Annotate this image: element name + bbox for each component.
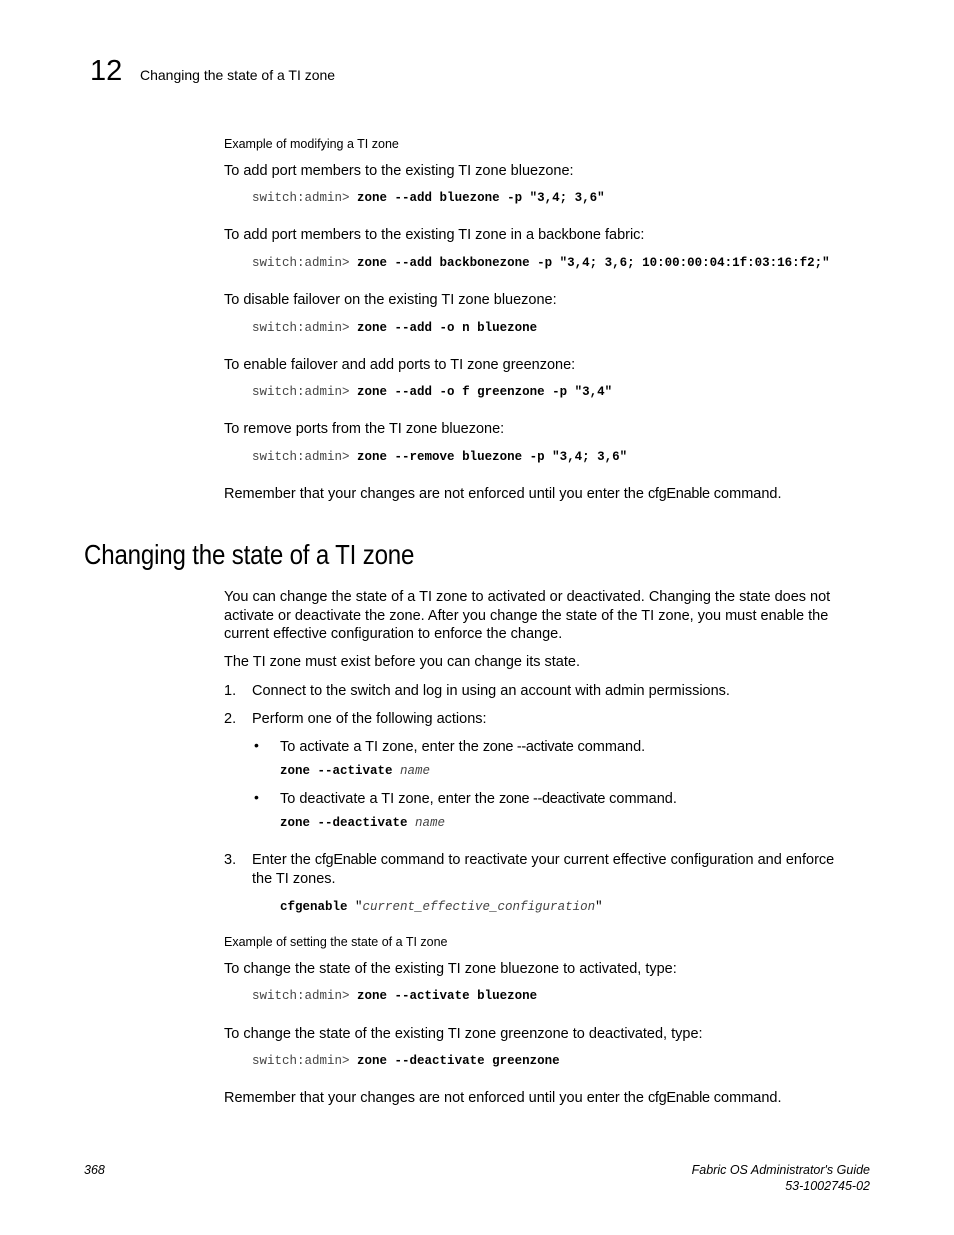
command-name: cfgEnable bbox=[647, 1090, 710, 1106]
prompt: switch:admin> bbox=[252, 321, 350, 335]
instruction-text: To add port members to the existing TI zone bluezone: bbox=[224, 163, 574, 179]
step-pre: Enter the bbox=[252, 852, 315, 868]
bullet-post: command. bbox=[605, 791, 677, 807]
command: zone --add bluezone -p "3,4; 3,6" bbox=[357, 191, 605, 205]
bullet-text bbox=[280, 790, 677, 809]
prerequisite-text: The TI zone must exist before you can change its state. bbox=[224, 654, 580, 670]
reminder-post: command. bbox=[709, 1090, 782, 1106]
example-heading: Example of modifying a TI zone bbox=[224, 137, 399, 151]
reminder-post: command. bbox=[709, 486, 782, 502]
quote-close: " bbox=[595, 900, 603, 914]
instruction-text: To disable failover on the existing TI zone bluezone: bbox=[224, 292, 557, 308]
example-heading: Example of setting the state of a TI zone bbox=[224, 935, 448, 949]
intro-line: current effective configuration to enforce the change. bbox=[224, 626, 563, 642]
code-line bbox=[252, 320, 537, 336]
command: zone --deactivate greenzone bbox=[357, 1054, 560, 1068]
step-text bbox=[252, 851, 834, 870]
reminder-text bbox=[224, 485, 782, 504]
bullet-pre: To deactivate a TI zone, enter the bbox=[280, 791, 499, 807]
command: zone --remove bluezone -p "3,4; 3,6" bbox=[357, 450, 628, 464]
bullet-post: command. bbox=[573, 739, 646, 755]
bullet-pre: To activate a TI zone, enter the bbox=[280, 739, 483, 755]
command: zone --add backbonezone -p "3,4; 3,6; 10:00:00:04:1f:03:16:f2;" bbox=[357, 256, 830, 270]
bullet-text bbox=[280, 738, 645, 757]
reminder-text bbox=[224, 1089, 782, 1108]
command: zone --activate bbox=[280, 764, 393, 778]
code-line bbox=[252, 384, 612, 400]
command-name: zone --deactivate bbox=[498, 791, 606, 807]
guide-title: Fabric OS Administrator's Guide bbox=[691, 1163, 870, 1177]
prompt: switch:admin> bbox=[252, 191, 350, 205]
code-line bbox=[252, 255, 830, 271]
code-line bbox=[280, 815, 445, 831]
command: zone --add -o f greenzone -p "3,4" bbox=[357, 385, 613, 399]
intro-line: You can change the state of a TI zone to activated or deactivated. Changing the state does not bbox=[224, 589, 831, 605]
instruction-text: To change the state of the existing TI zone greenzone to deactivated, type: bbox=[224, 1026, 703, 1042]
command-name: cfgEnable bbox=[314, 852, 377, 868]
prompt: switch:admin> bbox=[252, 989, 350, 1003]
prompt: switch:admin> bbox=[252, 1054, 350, 1068]
code-line bbox=[280, 899, 603, 915]
argument: current_effective_configuration bbox=[362, 900, 596, 914]
quote-open: " bbox=[347, 900, 363, 914]
step-text: Perform one of the following actions: bbox=[252, 711, 487, 727]
step-post: command to reactivate your current effective configuration and enforce bbox=[376, 852, 835, 868]
command: cfgenable bbox=[280, 900, 348, 914]
code-line bbox=[252, 1053, 560, 1069]
command: zone --activate bluezone bbox=[357, 989, 538, 1003]
instruction-text: To add port members to the existing TI zone in a backbone fabric: bbox=[224, 227, 645, 243]
argument: name bbox=[400, 764, 431, 778]
prompt: switch:admin> bbox=[252, 450, 350, 464]
command: zone --deactivate bbox=[280, 816, 408, 830]
section-title: Changing the state of a TI zone bbox=[84, 539, 415, 570]
code-line bbox=[252, 449, 627, 465]
argument: name bbox=[415, 816, 446, 830]
step-number: 3. bbox=[224, 852, 237, 868]
code-line bbox=[252, 190, 605, 206]
reminder-pre: Remember that your changes are not enforced until you enter the bbox=[224, 486, 648, 502]
intro-line: activate or deactivate the zone. After you change the state of the TI zone, you must enable the bbox=[224, 608, 829, 624]
step-text-continued: the TI zones. bbox=[252, 871, 336, 887]
instruction-text: To remove ports from the TI zone bluezone: bbox=[224, 421, 505, 437]
instruction-text: To change the state of the existing TI zone bluezone to activated, type: bbox=[224, 961, 677, 977]
code-line bbox=[252, 988, 537, 1004]
reminder-pre: Remember that your changes are not enforced until you enter the bbox=[224, 1090, 648, 1106]
bullet-icon: • bbox=[254, 789, 259, 805]
command-name: zone --activate bbox=[482, 739, 574, 755]
chapter-title: Changing the state of a TI zone bbox=[140, 67, 336, 83]
step-text: Connect to the switch and log in using an account with admin permissions. bbox=[252, 683, 730, 699]
code-line bbox=[280, 763, 430, 779]
step-number: 1. bbox=[224, 683, 237, 699]
bullet-icon: • bbox=[254, 737, 259, 753]
prompt: switch:admin> bbox=[252, 256, 350, 270]
step-number: 2. bbox=[224, 711, 237, 727]
chapter-number: 12 bbox=[90, 55, 123, 87]
command: zone --add -o n bluezone bbox=[357, 321, 538, 335]
document-number: 53-1002745-02 bbox=[785, 1179, 870, 1193]
prompt: switch:admin> bbox=[252, 385, 350, 399]
instruction-text: To enable failover and add ports to TI zone greenzone: bbox=[224, 357, 576, 373]
page-number: 368 bbox=[84, 1163, 105, 1177]
command-name: cfgEnable bbox=[647, 486, 710, 502]
